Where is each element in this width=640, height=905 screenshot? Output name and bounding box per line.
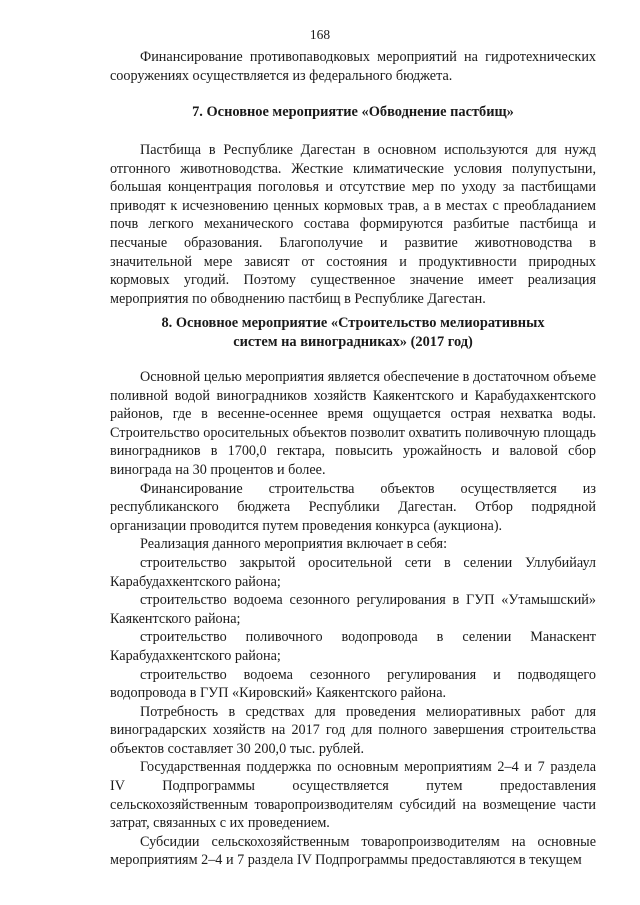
section-8-list-item: строительство поливочного водопровода в селении Манаскент Карабудахкентского района; (110, 629, 596, 664)
section-8-list-item: строительство закрытой оросительной сети в селении Уллубийаул Карабудахкентского района; (110, 554, 596, 590)
section-7-heading-text: 7. Основное мероприятие «Обводнение пастбищ» (192, 104, 514, 120)
section-8-list-item: строительство водоема сезонного регулирования и подводящего водопровода в ГУП «Кировский» Каякентского района. (110, 666, 596, 702)
section-8-heading-line1: 8. Основное мероприятие «Строительство мелиоративных (161, 315, 545, 331)
intro-block (110, 48, 596, 85)
section-8-paragraph: Потребность в средствах для проведения мелиоративных работ для виноградарских хозяйств на 2017 год для полного завершения строительства объектов составляет 30 200,0 тыс. рублей. (110, 703, 596, 757)
section-8-heading (110, 314, 596, 351)
section-8-body (110, 368, 596, 870)
section-8-list-item: строительство водоема сезонного регулирования в ГУП «Утамышский» Каякентского района; (110, 592, 596, 627)
section-7-heading (110, 103, 596, 122)
section-8-paragraph: Основной целью мероприятия является обеспечение в достаточном объеме поливной водой виноградников хозяйств Каякентского и Карабудахкентского районов, где в весенне-осеннее время ощущается острая нехватка воды. Строительство оросительных объектов позволит охватить поливочную площадь виноградников в 1700,0 гектара, повысить урожайность и валовой сбор винограда на 30 процентов и более. (110, 369, 596, 478)
section-8-paragraph: Субсидии сельскохозяйственным товаропроизводителям на основные мероприятиям 2–4 и 7 раздела IV Подпрограммы предоставляются в текущем (110, 833, 596, 869)
section-8-paragraph: Реализация данного мероприятия включает в себя: (140, 536, 448, 553)
section-8-paragraph: Финансирование строительства объектов осуществляется из республиканского бюджета Республики Дагестан. Отбор подрядной организации проводится путем проведения конкурса (аукциона). (110, 480, 596, 534)
section-7-paragraph: Пастбища в Республике Дагестан в основном используются для нужд отгонного животноводства. Жесткие климатические условия полупустыни, большая концентрация поголовья и отсутствие мер по уходу за пастбищами приводят к исчезновению ценных кормовых трав, а в местах с преобладанием почв легкого механического состава формируются разбитые пастбища и песчаные образования. Благополучие и развитие животноводства в значительной мере зависят от состояния и продуктивности природных кормовых угодий. Поэтому существенное значение имеет реализация мероприятия по обводнению пастбищ в Республике Дагестан. (110, 142, 596, 307)
intro-paragraph: Финансирование противопаводковых мероприятий на гидротехнических сооружениях осуществляется из федерального бюджета. (110, 49, 596, 84)
section-7-body (110, 141, 596, 308)
section-8-heading-line2: систем на виноградниках» (2017 год) (233, 333, 473, 350)
page-number: 168 (309, 27, 331, 42)
section-8-paragraph: Государственная поддержка по основным мероприятиям 2–4 и 7 раздела IV Подпрограммы осуществляется путем предоставления сельскохозяйственным товаропроизводителям субсидий на возмещение части затрат, связанных с их проведением. (110, 759, 596, 832)
